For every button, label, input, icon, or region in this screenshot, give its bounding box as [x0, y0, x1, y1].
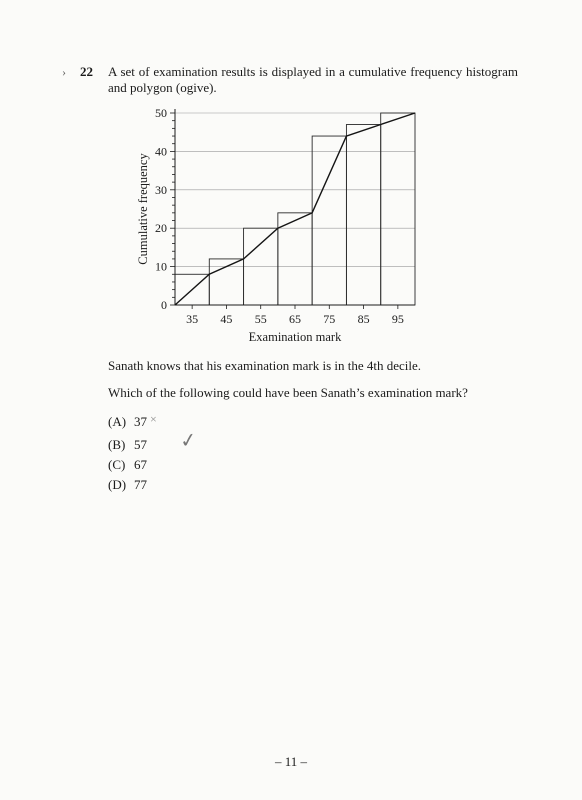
option-b-letter[interactable]: (B)	[108, 437, 126, 452]
x-tick-label-65: 65	[289, 312, 301, 326]
bar-65	[278, 213, 312, 305]
answer-tick-mark: ✓	[178, 428, 199, 454]
question-number: 22	[80, 64, 93, 79]
y-tick-label-40: 40	[155, 144, 167, 159]
x-tick-label-75: 75	[323, 312, 336, 326]
option-c-value[interactable]: 67	[134, 457, 147, 472]
y-tick-label-50: 50	[155, 106, 167, 120]
x-tick-label-45: 45	[220, 312, 233, 326]
option-d-letter[interactable]: (D)	[108, 477, 127, 492]
question-prompt: Which of the following could have been Sanath’s examination mark?	[108, 385, 468, 400]
y-tick-label-10: 10	[155, 259, 167, 274]
x-tick-label-55: 55	[254, 312, 267, 326]
option-a-letter[interactable]: (A)	[108, 414, 127, 429]
x-tick-label-95: 95	[391, 312, 404, 326]
y-axis-title: Cumulative frequency	[136, 153, 150, 265]
question-marker: ›	[62, 65, 66, 79]
bar-45	[209, 259, 243, 305]
option-a-value[interactable]: 37	[134, 414, 147, 429]
bar-95	[381, 113, 415, 305]
y-tick-label-20: 20	[155, 221, 167, 236]
page-number: – 11 –	[274, 754, 308, 769]
question-statement: Sanath knows that his examination mark is in the 4th decile.	[108, 358, 422, 373]
option-c-letter[interactable]: (C)	[108, 457, 126, 472]
option-a-cross-mark: ×	[150, 412, 157, 426]
x-tick-label-35: 35	[186, 312, 199, 326]
x-axis-title: Examination mark	[248, 330, 342, 344]
bar-75	[312, 136, 346, 305]
y-tick-label-0: 0	[161, 298, 167, 312]
y-tick-label-30: 30	[155, 182, 167, 197]
x-tick-label-85: 85	[357, 312, 370, 326]
option-b-value[interactable]: 57	[134, 437, 147, 452]
option-d-value[interactable]: 77	[134, 477, 147, 492]
question-stem: A set of examination results is displayed in a cumulative frequency histogram and polygon (ogive).	[108, 64, 518, 95]
ogive-line	[175, 113, 415, 305]
